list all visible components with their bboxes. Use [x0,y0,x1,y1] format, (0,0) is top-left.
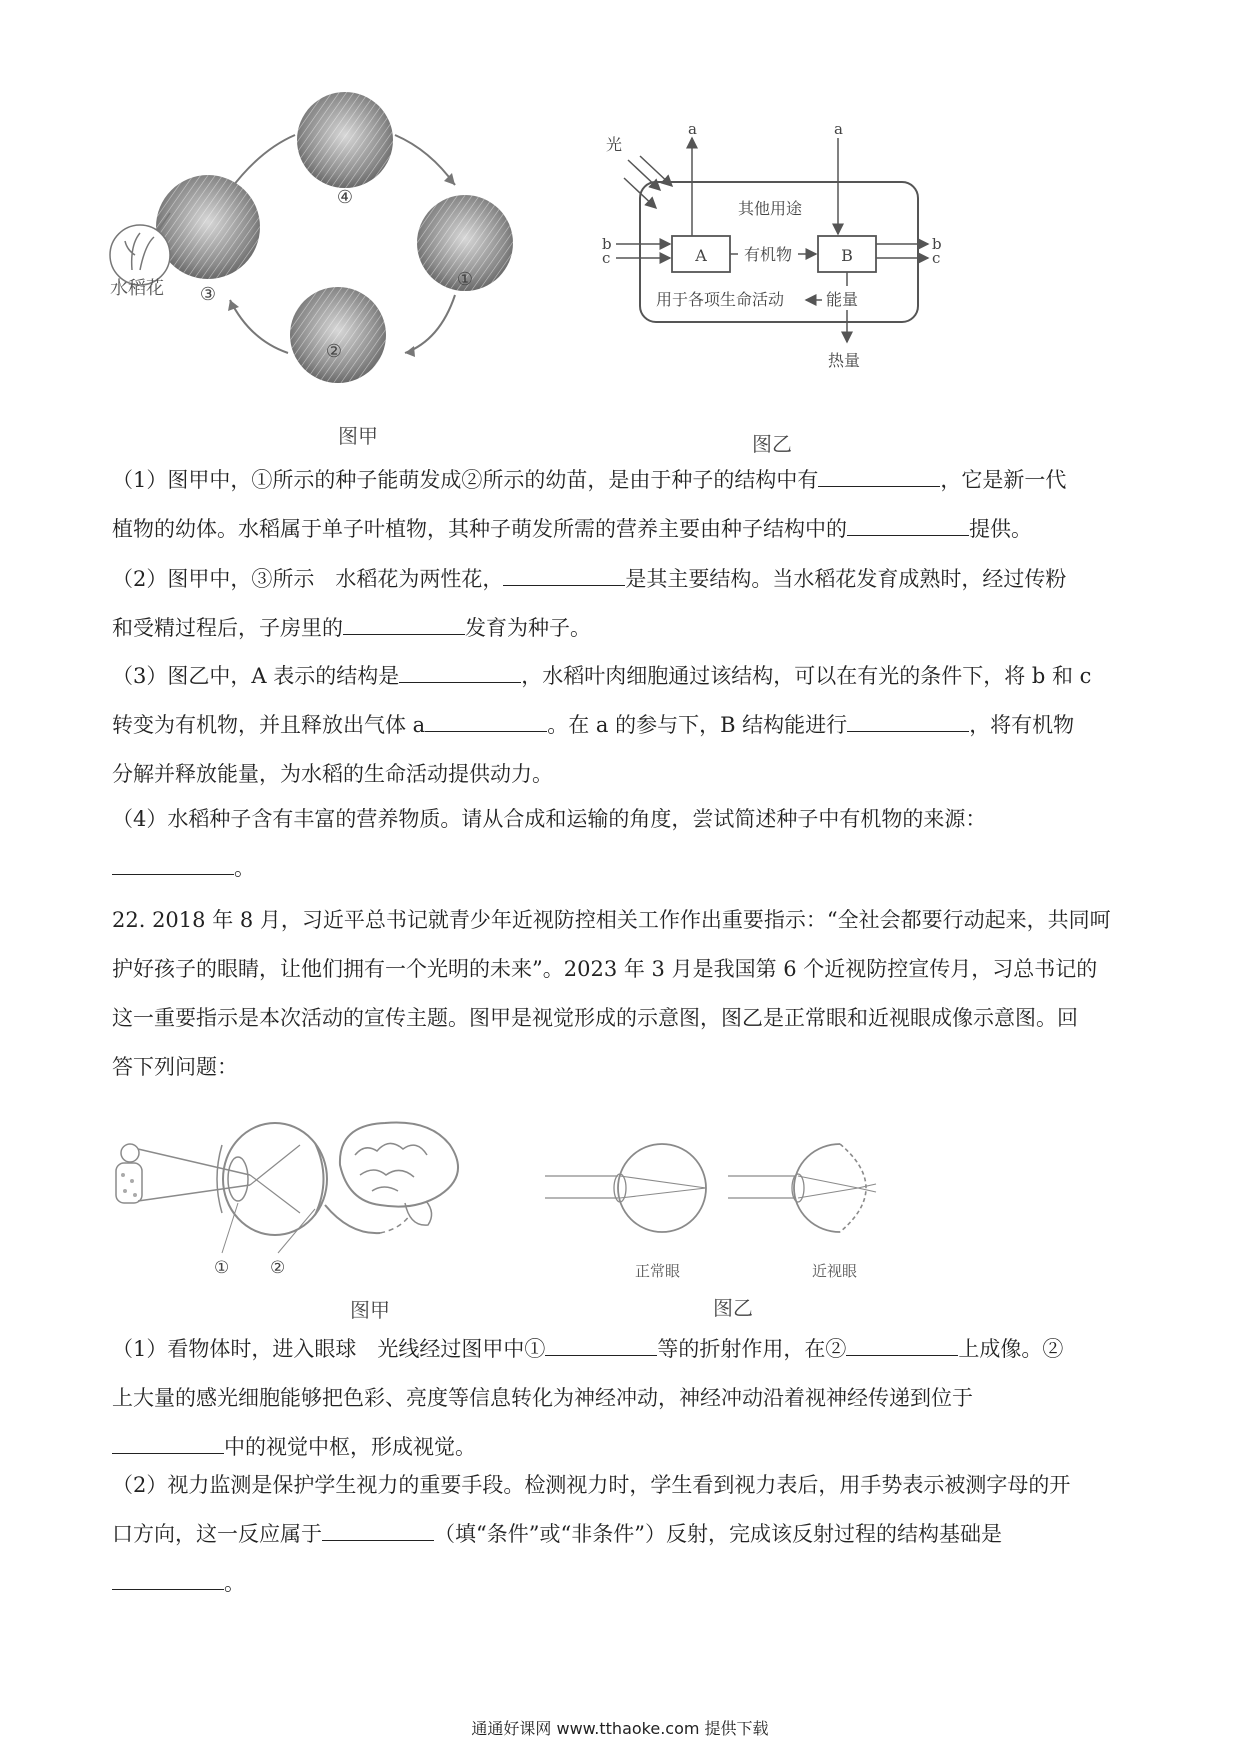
observed-object-icon [116,1144,142,1203]
page-footer: 通通好课网 www.tthaoke.com 提供下载 [471,1719,769,1738]
answer-blank[interactable] [112,1567,224,1590]
label-life-activities: 用于各项生命活动 [656,290,785,309]
label-c-left: c [602,249,611,267]
q21-p3-text-e: ，将有机物 [969,713,1075,737]
rice-life-cycle-figure [110,95,590,455]
label-normal-eye: 正常眼 [635,1262,681,1280]
label-b-left: b [602,235,612,253]
mature-rice-image [297,92,393,188]
label-heat: 热量 [828,351,861,370]
answer-blank[interactable] [545,1333,657,1356]
label-energy: 能量 [826,290,859,309]
answer-blank[interactable] [846,1333,958,1356]
q22-p1-text-e: 中的视觉中枢，形成视觉。 [224,1435,476,1459]
q22-p2-text-c: （填“条件”或“非条件”）反射，完成该反射过程的结构基础是 [434,1522,1002,1546]
q21-part3 [112,652,1122,799]
q21-p1-text-d: 提供。 [969,517,1032,541]
q21-p4-text-b: 。 [234,856,255,880]
q22-intro [112,896,1122,1092]
q22-p2-text-d: 。 [224,1571,245,1595]
label-stage-4: ④ [336,187,354,208]
label-stage-3: ③ [199,284,217,305]
label-stage-1: ① [456,269,474,290]
q21-p3-text-c: 转变为有机物，并且释放出气体 a [112,713,426,737]
answer-blank[interactable] [847,709,969,732]
label-A: A [695,246,707,265]
q21-part1 [112,456,1122,554]
answer-blank[interactable] [399,660,521,683]
label-c-right: c [932,249,941,267]
label-stage-2: ② [325,341,343,362]
label-eye-part-2: ② [270,1258,286,1278]
q22-intro-line3: 这一重要指示是本次活动的宣传主题。图甲是视觉形成的示意图，图乙是正常眼和近视眼成像示意图。回 [112,1006,1078,1030]
fig-top-right-caption: 图乙 [752,432,792,456]
answer-blank[interactable] [112,1431,224,1454]
q21-p3-text-d: 。在 a 的参与下，B 结构能进行 [547,713,848,737]
label-b-right: b [932,235,942,253]
answer-blank[interactable] [425,709,547,732]
normal-eye-icon [545,1144,706,1232]
answer-blank[interactable] [322,1518,434,1541]
fig-top-left-caption: 图甲 [338,424,378,448]
fig-eye-right-caption: 图乙 [713,1296,753,1320]
q21-p3-text-b: ，水稻叶肉细胞通过该结构，可以在有光的条件下，将 b 和 c [521,664,1092,688]
q21-part4 [112,795,1122,893]
fig-eye-left-caption: 图甲 [350,1298,390,1322]
q22-part1 [112,1325,1122,1472]
answer-blank[interactable] [818,464,940,487]
vision-formation-diagram [110,1115,480,1285]
answer-blank[interactable] [503,563,625,586]
answer-blank[interactable] [112,852,234,875]
rice-flowering-image [156,175,260,279]
label-light: 光 [606,135,623,154]
q22-p1-text-d: 上大量的感光细胞能够把色彩、亮度等信息转化为神经冲动，神经冲动沿着视神经传递到位于 [112,1386,973,1410]
q21-p2-text-a: （2）图甲中，③所示 水稻花为两性花， [112,567,504,591]
label-rice-flower: 水稻花 [110,278,164,299]
photosynthesis-respiration-diagram [600,120,960,380]
q21-p1-text-c: 植物的幼体。水稻属于单子叶植物，其种子萌发所需的营养主要由种子结构中的 [112,517,847,541]
q22-p1-text-a: （1）看物体时，进入眼球 光线经过图甲中① [112,1337,546,1361]
rice-seedling-image [290,287,386,383]
q21-p2-text-d: 发育为种子。 [465,616,591,640]
q22-p2-text-a: （2）视力监测是保护学生视力的重要手段。检测视力时，学生看到视力表后，用手势表示被测字母的开 [112,1473,1071,1497]
label-a-in: a [834,120,843,138]
q22-p1-text-b: 等的折射作用，在② [657,1337,847,1361]
q21-p2-text-c: 和受精过程后，子房里的 [112,616,343,640]
normal-vs-myopia-diagram [540,1140,910,1280]
q21-p4-text-a: （4）水稻种子含有丰富的营养物质。请从合成和运输的角度，尝试简述种子中有机物的来源： [112,807,987,831]
q22-p2-text-b: 口方向，这一反应属于 [112,1522,322,1546]
answer-blank[interactable] [343,612,465,635]
label-eye-part-1: ① [214,1258,230,1278]
q22-part2 [112,1461,1122,1608]
q22-intro-line2: 护好孩子的眼睛，让他们拥有一个光明的未来”。2023 年 3 月是我国第 6 个近视防控宣传月，习总书记的 [112,957,1098,981]
q22-intro-line1: 22. 2018 年 8 月，习近平总书记就青少年近视防控相关工作作出重要指示：“全社会都要行动起来，共同呵 [112,908,1111,932]
label-other-use: 其他用途 [737,199,803,218]
label-organic: 有机物 [743,245,793,264]
q21-p1-text-a: （1）图甲中，①所示的种子能萌发成②所示的幼苗，是由于种子的结构中有 [112,468,819,492]
q21-p3-text-f: 分解并释放能量，为水稻的生命活动提供动力。 [112,762,553,786]
label-myopic-eye: 近视眼 [812,1262,858,1280]
q21-part2 [112,555,1122,653]
q21-p1-text-b: ，它是新一代 [940,468,1067,492]
q21-p2-text-b: 是其主要结构。当水稻花发育成熟时，经过传粉 [625,567,1067,591]
brain-icon [340,1122,458,1225]
q22-intro-line4: 答下列问题： [112,1055,238,1079]
label-B: B [841,246,853,265]
answer-blank[interactable] [847,513,969,536]
q22-p1-text-c: 上成像。② [958,1337,1064,1361]
label-a-out: a [688,120,697,138]
q21-p3-text-a: （3）图乙中，A 表示的结构是 [112,664,400,688]
myopic-eye-icon [728,1144,876,1232]
